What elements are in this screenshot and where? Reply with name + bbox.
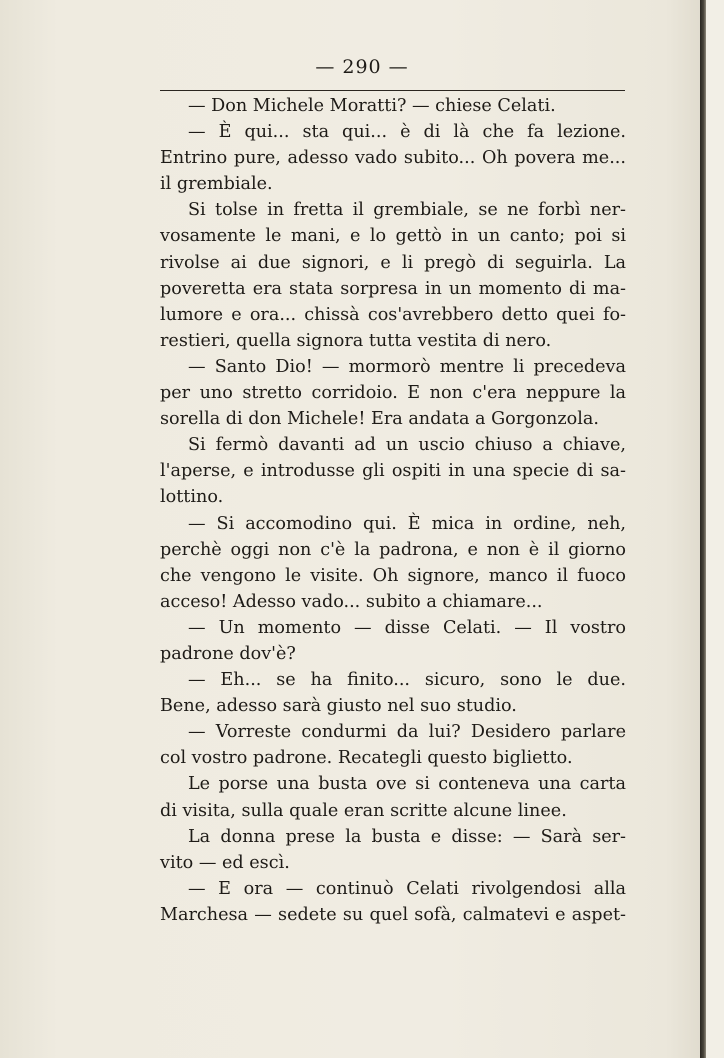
text-line: Entrino pure, adesso vado subito... Oh povera me... <box>160 148 626 169</box>
text-line: l'aperse, e introdusse gli ospiti in una specie di sa- <box>160 461 626 482</box>
text-line: restieri, quella signora tutta vestita di nero. <box>160 330 552 351</box>
text-line: poveretta era stata sorpresa in un momento di ma- <box>160 278 626 299</box>
text-line: Le porse una busta ove si conteneva una carta <box>188 774 626 795</box>
text-line: vosamente le mani, e lo gettò in un canto; poi si <box>160 226 626 247</box>
text-line: rivolse ai due signori, e li pregò di seguirla. La <box>160 252 626 273</box>
page-number: — 290 — <box>315 56 409 78</box>
text-line: padrone dov'è? <box>160 643 296 664</box>
text-line: vito — ed escì. <box>160 852 290 873</box>
text-line: — Un momento — disse Celati. — Il vostro <box>188 617 626 638</box>
text-line: lottino. <box>160 487 224 508</box>
text-line: perchè oggi non c'è la padrona, e non è il giorno <box>160 539 626 560</box>
text-line: La donna prese la busta e disse: — Sarà ser- <box>188 826 626 847</box>
text-line: — Si accomodino qui. È mica in ordine, neh, <box>188 513 626 534</box>
text-line: Si fermò davanti ad un uscio chiuso a chiave, <box>188 435 626 456</box>
text-line: il grembiale. <box>160 174 273 195</box>
header-rule <box>160 90 625 91</box>
text-line: Marchesa — sedete su quel sofà, calmatevi e aspet- <box>160 904 626 925</box>
text-line: — Eh... se ha finito... sicuro, sono le due. <box>188 670 626 691</box>
text-line: — Santo Dio! — mormorò mentre li precedeva <box>188 356 626 377</box>
text-line: — E ora — continuò Celati rivolgendosi alla <box>188 878 626 899</box>
text-line: sorella di don Michele! Era andata a Gorgonzola. <box>160 409 599 430</box>
text-line: per uno stretto corridoio. E non c'era neppure la <box>160 383 626 404</box>
text-line: lumore e ora... chissà cos'avrebbero detto quei fo- <box>160 304 626 325</box>
page-text <box>160 93 626 928</box>
text-line: che vengono le visite. Oh signore, manco il fuoco <box>160 565 626 586</box>
text-line: — Don Michele Moratti? — chiese Celati. <box>188 96 556 116</box>
book-outer-margin <box>706 0 724 1058</box>
text-line: Si tolse in fretta il grembiale, se ne forbì ner- <box>188 200 626 221</box>
text-line: Bene, adesso sarà giusto nel suo studio. <box>160 696 517 717</box>
text-line: — È qui... sta qui... è di là che fa lezione. <box>188 122 626 143</box>
text-line: di visita, sulla quale eran scritte alcune linee. <box>160 800 567 821</box>
text-line: acceso! Adesso vado... subito a chiamare... <box>160 591 543 612</box>
text-line: col vostro padrone. Recategli questo biglietto. <box>160 748 573 769</box>
text-line: — Vorreste condurmi da lui? Desidero parlare <box>188 722 626 743</box>
